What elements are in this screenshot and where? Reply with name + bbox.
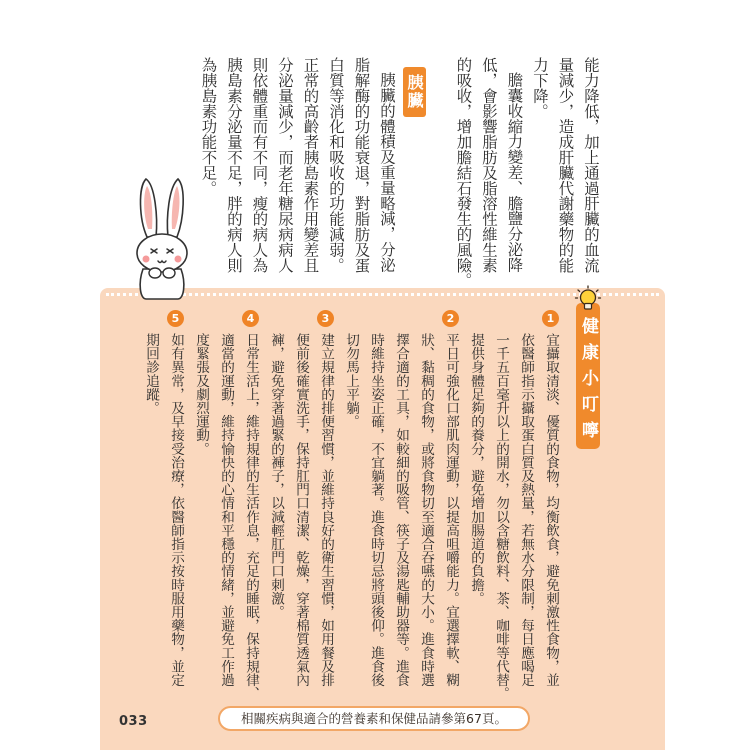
- tip-text-line: 切勿馬上平躺。: [343, 333, 359, 429]
- top-text-block: [195, 57, 603, 297]
- tip-number-badge: 1: [542, 310, 559, 327]
- tip-text-line: 建立規律的排便習慣，並維持良好的衛生習慣，如用餐及排: [318, 333, 334, 687]
- pancreas-text-line: 脂解酶的功能衰退，對脂肪及蛋: [352, 57, 371, 273]
- page-number: 033: [119, 714, 148, 729]
- gallbladder-text-line: 低，會影響脂肪及脂溶性維生素: [480, 57, 498, 273]
- tip-number-badge: 4: [242, 310, 259, 327]
- tip-item: [263, 310, 338, 706]
- tip-text-line: 如有異常，及早接受治療，依醫師指示按時服用藥物，並定: [168, 333, 184, 687]
- liver-text-line: 量減少，造成肝臟代謝藥物的能: [556, 57, 575, 273]
- tip-text-line: 依醫師指示攝取蛋白質及熱量，若無水分限制，每日應喝足: [518, 333, 534, 687]
- tip-item: [338, 310, 463, 706]
- liver-text-line: 能力降低，加上通過肝臟的血流: [582, 57, 600, 273]
- tip-text-line: 時維持坐姿正確，不宜躺著。進食時切忌將頭後仰。進食後: [368, 333, 384, 687]
- tip-number-badge: 2: [442, 310, 459, 327]
- reference-note-banner: 相關疾病與適合的營養素和保健品請參第67頁。: [218, 706, 530, 731]
- tip-text-line: 狀、黏稠的食物，或將食物切至適合吞嚥的大小。進食時選: [418, 333, 434, 687]
- tips-heading: 健康小叮嚀: [576, 303, 600, 449]
- tip-text-line: 日常生活上，維持規律的生活作息，充足的睡眠，保持規律、: [243, 333, 259, 701]
- tip-item: [138, 310, 188, 706]
- rabbit-mascot-icon: [127, 175, 197, 303]
- tip-text-line: 適當的運動，維持愉快的心情和平穩的情緒，並避免工作過: [218, 333, 234, 687]
- gallbladder-text-line: 膽囊收縮力變差、膽鹽分泌降: [505, 72, 524, 273]
- pancreas-text-line: 胰島素分泌量不足，胖的病人則: [225, 57, 243, 273]
- tip-number-badge: 3: [317, 310, 334, 327]
- liver-text-line: 力下降。: [531, 57, 549, 119]
- tip-text-line: 期回診追蹤。: [143, 333, 159, 415]
- lightbulb-icon: [574, 285, 602, 313]
- tips-list: [138, 310, 563, 706]
- tip-text-line: 褲，避免穿著過緊的褲子，以減輕肛門口刺激。: [268, 333, 284, 619]
- pancreas-text-line: 胰臟的體積及重量略減，分泌: [378, 72, 396, 273]
- tip-item: [463, 310, 563, 706]
- tip-text-line: 一千五百毫升以上的開水，勿以含糖飲料、茶、咖啡等代替。: [493, 333, 509, 701]
- tip-item: [188, 310, 263, 706]
- pancreas-text-line: 則依體重而有不同，瘦的病人為: [250, 57, 269, 273]
- tip-text-line: 便前後確實洗手，保持肛門口清潔、乾燥，穿著棉質透氣內: [293, 333, 309, 687]
- pancreas-text-line: 正常的高齡者胰島素作用變差且: [301, 57, 320, 273]
- tip-text-line: 平日可強化口部肌肉運動，以提高咀嚼能力。宜選擇軟、糊: [443, 333, 459, 687]
- tip-text-line: 擇合適的工具，如較細的吸管、筷子及湯匙輔助器等。進食: [393, 333, 409, 687]
- gallbladder-text-line: 的吸收，增加膽結石發生的風險。: [454, 57, 473, 288]
- pancreas-heading: 胰臟: [403, 67, 426, 117]
- pancreas-text-line: 白質等消化和吸收的功能減弱。: [327, 57, 345, 273]
- tip-text-line: 提供身體足夠的養分，避免增加腸道的負擔。: [468, 333, 484, 605]
- tip-text-line: 度緊張及劇烈運動。: [193, 333, 209, 456]
- pancreas-text-line: 分泌量減少，而老年糖尿病病人: [276, 57, 294, 273]
- tip-number-badge: 5: [167, 310, 184, 327]
- tip-text-line: 宜攝取清淡、優質的食物，均衡飲食，避免刺激性食物，並: [543, 333, 559, 687]
- pancreas-text-line: 為胰島素功能不足。: [199, 57, 218, 196]
